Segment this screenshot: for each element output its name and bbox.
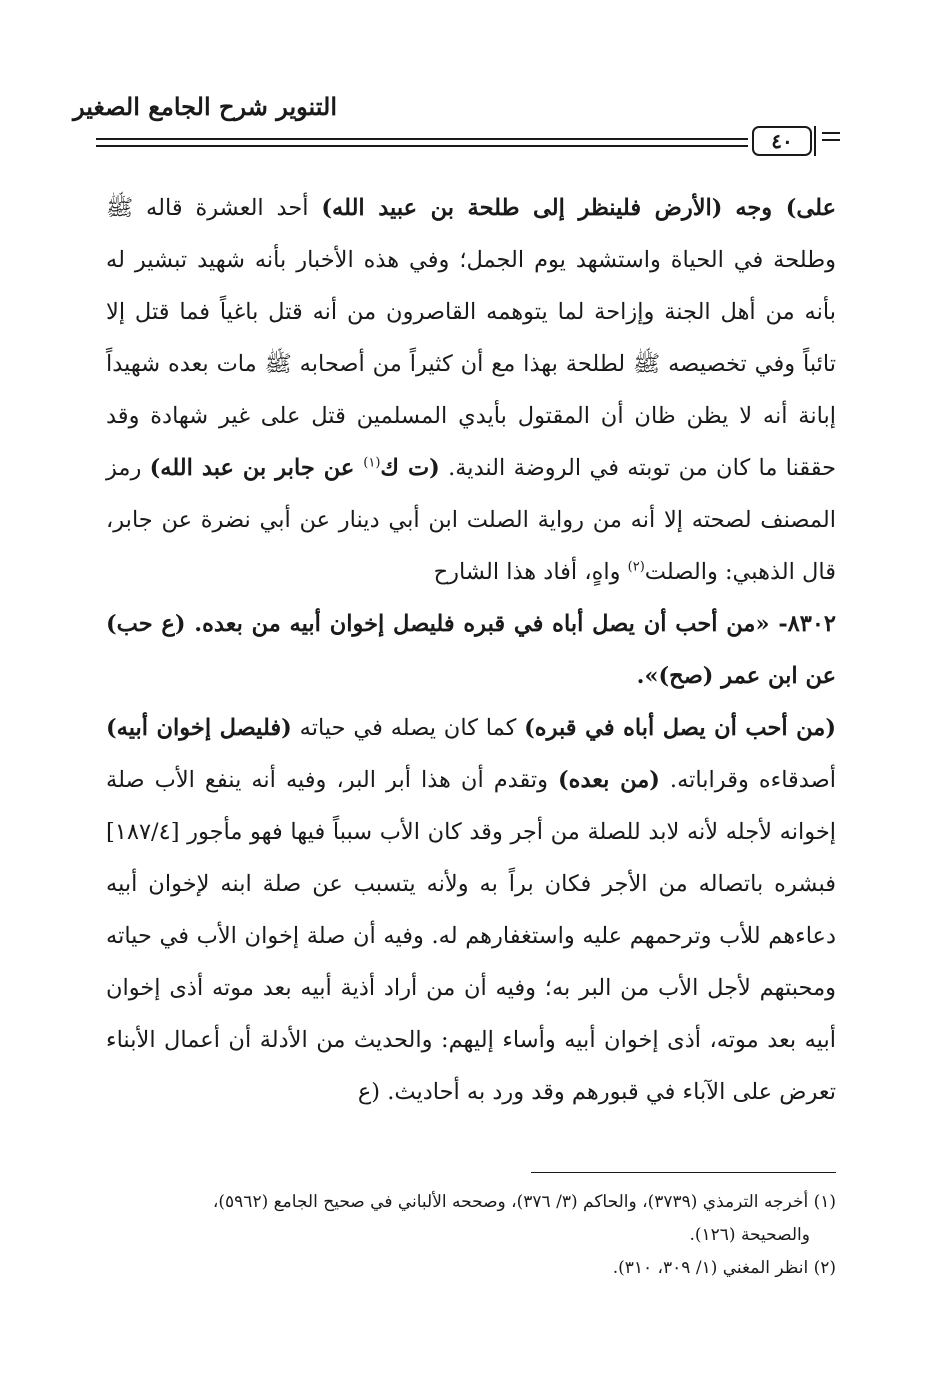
- source-code: (ت ك: [380, 455, 440, 481]
- footnote-1: (١) أخرجه الترمذي (٣٧٣٩)، والحاكم (٣/ ٣٧٦)، وصححه الألباني في صحيح الجامع (٥٩٦٢)،: [212, 1192, 836, 1212]
- commentary-text: أصدقاءه وقراباته.: [659, 767, 836, 793]
- header-rule-bottom: [96, 145, 748, 147]
- commentary-lemma: على) وجه: [735, 195, 836, 221]
- source-narrator: عن جابر بن عبد الله): [149, 455, 364, 481]
- hadith-text: ٨٣٠٢- «من أحب أن يصل أباه في قبره فليصل إخوان أبيه من بعده. (ع حب) عن ابن عمر (صح)».: [106, 611, 836, 689]
- commentary-lemma: (من أحب أن يصل أباه في قبره): [524, 715, 836, 741]
- footnote-2: (٢) انظر المغني (١/ ٣٠٩، ٣١٠).: [612, 1258, 836, 1278]
- commentary-lemma: (من بعده): [558, 767, 660, 793]
- commentary-text: كما كان يصله في حياته: [291, 715, 525, 741]
- header-rule-top: [96, 138, 748, 140]
- commentary-lemma: (الأرض فلينظر إلى طلحة بن عبيد الله): [321, 195, 723, 221]
- running-title: التنوير شرح الجامع الصغير: [73, 92, 337, 121]
- footnote-1-continued: والصحيحة (١٢٦).: [689, 1225, 810, 1245]
- commentary-text: وتقدم أن هذا أبر البر، وفيه أنه ينفع الأب صلة إخوانه لأجله لأنه لابد للصلة من أجر وقد كان الأب سبباً فيها فهو مأجور [١٨٧/٤] فبشره باتصاله من الأجر فكان براً به ولأنه يتسبب عن صلة ابنه لإخوان أبيه دعاءهم للأب وترحمهم عليه واستغفارهم له. وفيه أن صلة إخوان الأب في حياته ومحبتهم لأجل الأب من البر به؛ وفيه أن من أراد أذية أبيه بعد موته أذى إخوان أبيه بعد موته، أذى إخوان أبيه وأساء إليهم: والحديث من الأدلة أن أعمال الأبناء تعرض على الآباء في قبورهم وقد ورد به أحاديث. (ع: [106, 767, 836, 1105]
- paragraph-commentary-1: [106, 182, 836, 598]
- commentary-text: واهٍ، أفاد هذا الشارح: [433, 559, 628, 585]
- page-number-bracket: [814, 126, 822, 156]
- footnote-separator: [531, 1172, 836, 1173]
- footnotes: [106, 1186, 836, 1285]
- page-number: ٤٠: [752, 126, 812, 156]
- footnote-ref-2[interactable]: (٢): [627, 559, 645, 575]
- commentary-text: أحد العشرة قاله ﷺ وطلحة في الحياة واستشهد يوم الجمل؛ وفي هذه الأخبار بأنه شهيد تبشير له بأنه من أهل الجنة وإزاحة لما يتوهمه القاصرون من أنه قتل باغياً فما قتل إلا تائباً وفي تخصيصه ﷺ لطلحة بهذا مع أن كثيراً من أصحابه ﷺ مات بعده شهيداً إبانة أنه لا يظن ظان أن المقتول بأيدي المسلمين قتل على غير شهادة وقد حققنا ما كان من توبته في الروضة الندية.: [106, 195, 836, 481]
- commentary-lemma: (فليصل إخوان أبيه): [106, 715, 292, 741]
- footnote-ref-1[interactable]: (١): [363, 455, 381, 471]
- hadith-entry: [106, 598, 836, 702]
- page-number-ornament: [822, 132, 840, 146]
- main-text: [106, 182, 836, 1118]
- paragraph-commentary-2: [106, 702, 836, 1118]
- commentary-text: رمز المصنف لصحته إلا أنه من رواية الصلت ابن أبي دينار عن أبي نضرة عن جابر، قال الذهبي: والصلت: [106, 455, 836, 585]
